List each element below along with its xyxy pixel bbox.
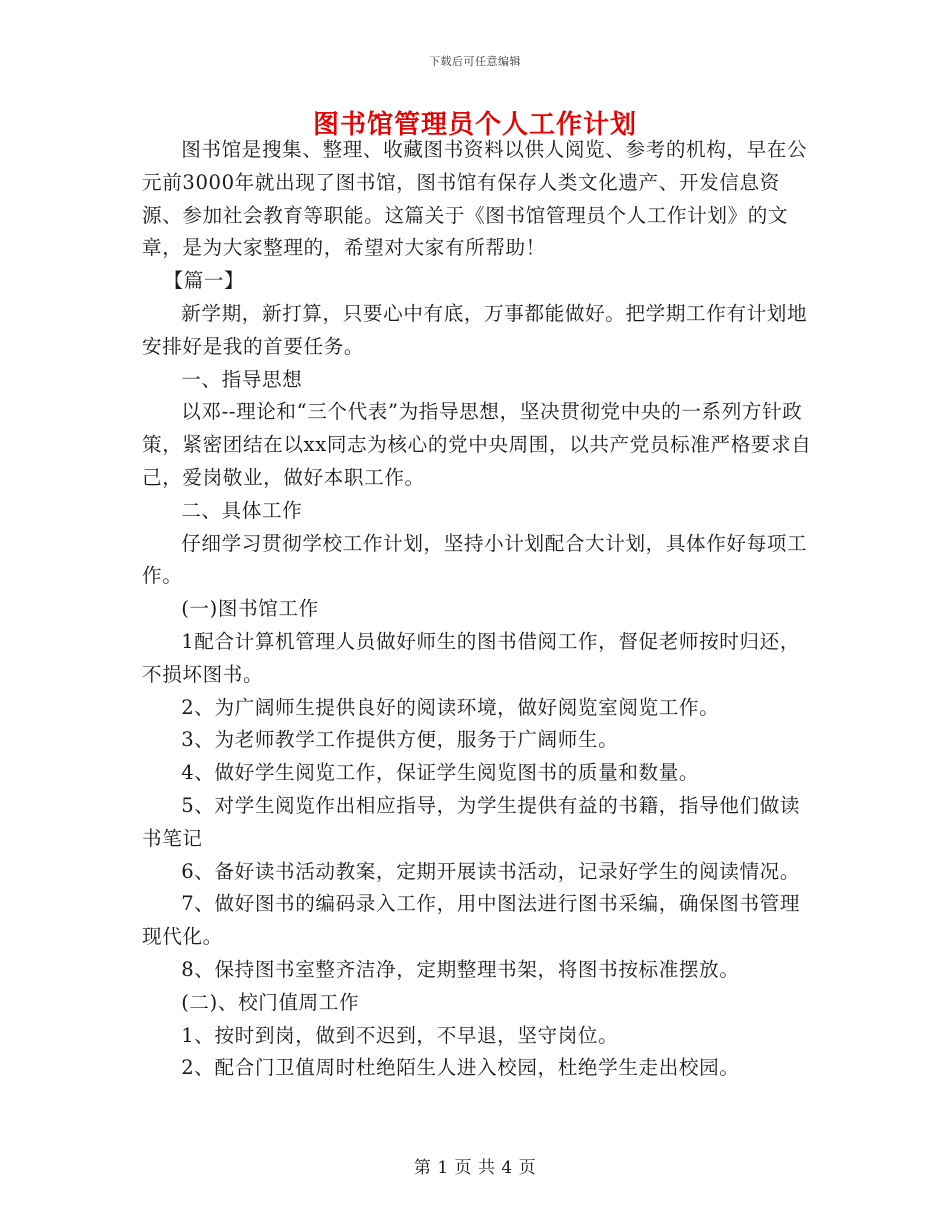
list-item: 5、对学生阅览作出相应指导，为学生提供有益的书籍，指导他们做读书笔记 (142, 793, 801, 850)
document-title: 图书馆管理员个人工作计划 (312, 110, 637, 140)
list-item: 2、配合门卫值周时杜绝陌生人进入校园，杜绝学生走出校园。 (181, 1056, 740, 1080)
section-heading: 二、具体工作 (181, 498, 303, 522)
page-number-footer: 第 1 页 共 4 页 (413, 1158, 537, 1178)
subsection-heading: (一)图书馆工作 (181, 597, 319, 621)
list-item: 2、为广阔师生提供良好的阅读环境，做好阅览室阅览工作。 (181, 695, 720, 719)
list-item: 4、做好学生阅览工作，保证学生阅览图书的质量和数量。 (181, 761, 700, 785)
list-item: 6、备好读书活动教案，定期开展读书活动，记录好学生的阅读情况。 (181, 859, 801, 883)
body-paragraph: 以邓--理论和“三个代表”为指导思想，坚决贯彻党中央的一系列方针政策，紧密团结在以xx同志为核心的党中央周围，以共产党员标准严格要求自己，爱岗敬业，做好本职工作。 (142, 400, 812, 489)
page-header-note: 下载后可任意编辑 (429, 55, 521, 68)
list-item: 7、做好图书的编码录入工作，用中图法进行图书采编，确保图书管理现代化。 (142, 892, 801, 949)
list-item: 8、保持图书室整齐洁净，定期整理书架，将图书按标准摆放。 (181, 957, 740, 981)
subsection-heading: (二)、校门值周工作 (181, 990, 360, 1014)
intro-paragraph: 图书馆是搜集、整理、收藏图书资料以供人阅览、参考的机构，早在公元前3000年就出现了图书馆，图书馆有保存人类文化遗产、开发信息资源、参加社会教育等职能。这篇关于《图书馆管理员个人工作计划》的文章，是为大家整理的，希望对大家有所帮助！ (142, 138, 808, 260)
section-heading: 一、指导思想 (181, 367, 303, 391)
document-body (142, 134, 812, 1085)
body-paragraph: 新学期，新打算，只要心中有底，万事都能做好。把学期工作有计划地安排好是我的首要任务。 (142, 301, 808, 358)
list-item: 1配合计算机管理人员做好师生的图书借阅工作，督促老师按时归还，不损坏图书。 (142, 629, 801, 686)
list-item: 1、按时到岗，做到不迟到，不早退，坚守岗位。 (181, 1023, 619, 1047)
list-item: 3、为老师教学工作提供方便，服务于广阔师生。 (181, 728, 619, 752)
body-paragraph: 仔细学习贯彻学校工作计划，坚持小计划配合大计划，具体作好每项工作。 (142, 531, 808, 588)
part-one-label: 【篇一】 (163, 269, 245, 293)
